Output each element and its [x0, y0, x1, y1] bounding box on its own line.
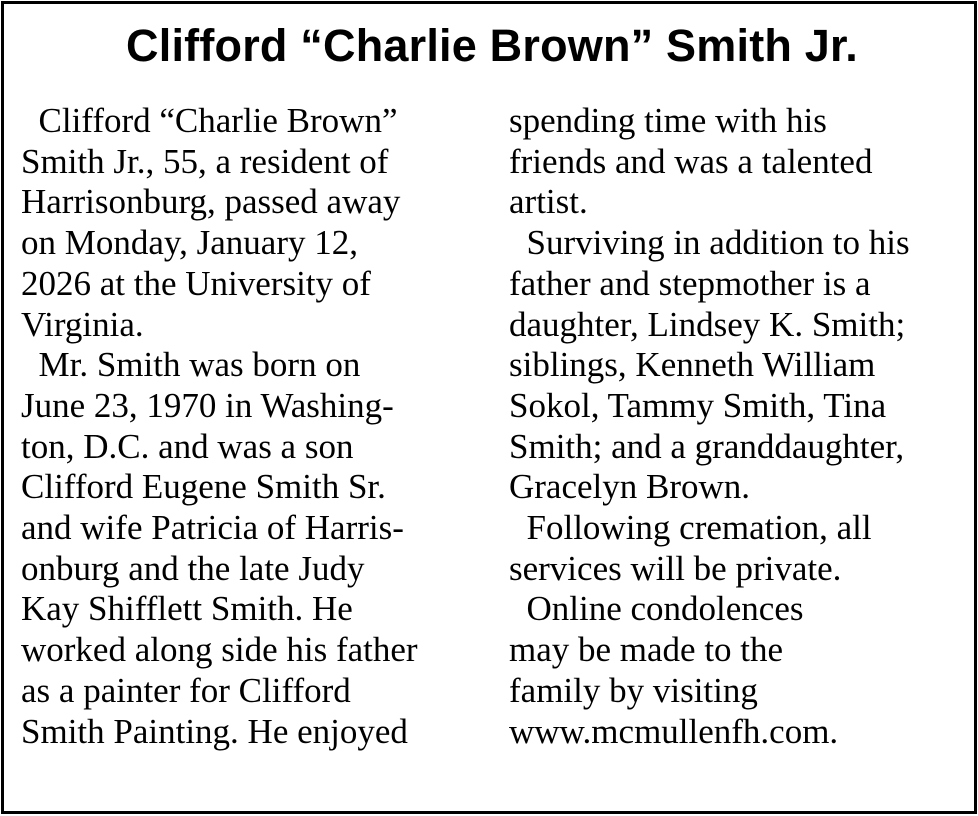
- text-line: friends and was a talented: [509, 141, 873, 181]
- text-line: www.mcmullenfh.com.: [509, 711, 839, 751]
- text-line: 2026 at the University of: [21, 263, 371, 303]
- text-line: June 23, 1970 in Washing-: [21, 385, 394, 425]
- text-line: spending time with his: [509, 101, 827, 140]
- text-line: Kay Shifflett Smith. He: [21, 589, 353, 629]
- text-line: father and stepmother is a: [509, 263, 871, 303]
- text-line: Smith Jr., 55, a resident of: [21, 141, 389, 181]
- text-line: and wife Patricia of Harris-: [21, 508, 404, 548]
- text-line: as a painter for Clifford: [21, 670, 351, 710]
- text-line: Gracelyn Brown.: [509, 467, 751, 507]
- text-line: ton, D.C. and was a son: [21, 426, 354, 466]
- text-line: Virginia.: [21, 304, 144, 344]
- text-line: services will be private.: [509, 548, 842, 588]
- text-line: on Monday, January 12,: [21, 223, 358, 263]
- text-line: Following cremation, all: [509, 508, 872, 548]
- text-line: Clifford “Charlie Brown”: [21, 101, 398, 140]
- text-line: daughter, Lindsey K. Smith;: [509, 304, 906, 344]
- text-line: Smith; and a granddaughter,: [509, 426, 905, 466]
- text-line: Online condolences: [509, 589, 804, 629]
- right-column: [509, 101, 910, 752]
- text-line: Sokol, Tammy Smith, Tina: [509, 385, 887, 425]
- text-line: Harrisonburg, passed away: [21, 182, 401, 222]
- text-line: family by visiting: [509, 670, 758, 710]
- obituary-title: Clifford “Charlie Brown” Smith Jr.: [126, 20, 858, 71]
- text-line: artist.: [509, 182, 588, 222]
- text-line: onburg and the late Judy: [21, 548, 365, 588]
- text-line: Mr. Smith was born on: [21, 345, 361, 385]
- text-line: may be made to the: [509, 630, 784, 670]
- text-line: worked along side his father: [21, 630, 418, 670]
- obituary-box: [1, 1, 977, 814]
- text-line: siblings, Kenneth William: [509, 345, 876, 385]
- left-column: [21, 101, 418, 752]
- text-line: Smith Painting. He enjoyed: [21, 711, 408, 751]
- text-line: Clifford Eugene Smith Sr.: [21, 467, 386, 507]
- text-line: Surviving in addition to his: [509, 223, 910, 263]
